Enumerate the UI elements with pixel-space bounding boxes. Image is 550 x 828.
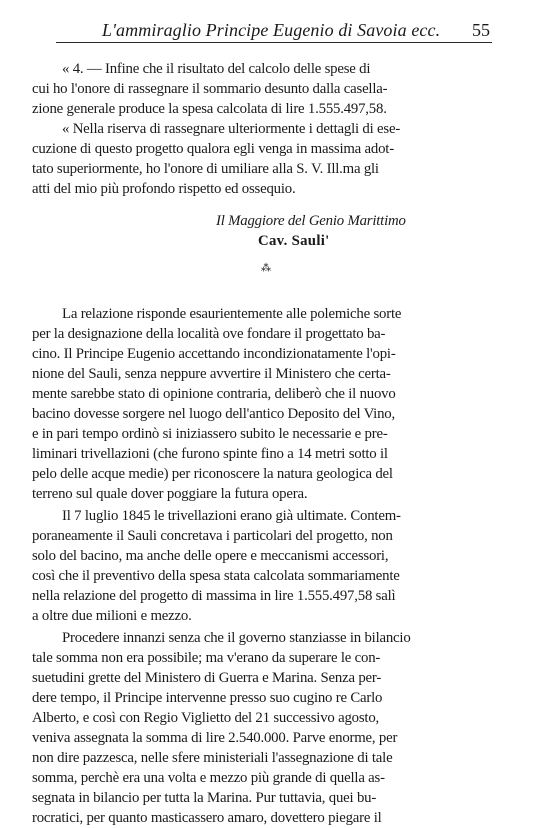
text-line: « Nella riserva di rassegnare ulteriormente i dettagli di ese- (62, 121, 401, 137)
text-line: rocratici, per quanto masticassero amaro, dovettero piegare il (32, 810, 382, 826)
text-line: dere tempo, il Principe intervenne presso suo cugino re Carlo (32, 690, 383, 706)
text-line: cuzione di questo progetto qualora egli venga in massima adot- (32, 141, 394, 157)
text-line: nione del Sauli, senza neppure avvertire il Ministero che certa- (32, 366, 391, 382)
text-line: zione generale produce la spesa calcolata di lire 1.555.497,58. (32, 101, 387, 117)
text-line: cino. Il Principe Eugenio accettando incondizionatamente l'opi- (32, 346, 396, 362)
signature-title: Il Maggiore del Genio Marittimo (216, 213, 406, 229)
section-separator: ⁂ (261, 263, 271, 274)
text-line: poraneamente il Sauli concretava i particolari del progetto, non (32, 528, 393, 544)
text-line: liminari trivellazioni (che furono spinte fino a 14 metri sotto il (32, 446, 388, 462)
text-line: a oltre due milioni e mezzo. (32, 608, 192, 624)
text-line: suetudini grette del Ministero di Guerra e Marina. Senza per- (32, 670, 382, 686)
text-line: atti del mio più profondo rispetto ed ossequio. (32, 181, 296, 197)
text-line: per la designazione della località ove fondare il progettato ba- (32, 326, 386, 342)
text-line: La relazione risponde esaurientemente alle polemiche sorte (62, 306, 402, 322)
text-line: Procedere innanzi senza che il governo stanziasse in bilancio (62, 630, 411, 646)
text-line: segnata in bilancio per tutta la Marina. Pur tuttavia, quei bu- (32, 790, 377, 806)
text-line: somma, perchè era una volta e mezzo più grande di quella as- (32, 770, 385, 786)
text-line: Il 7 luglio 1845 le trivellazioni erano già ultimate. Contem- (62, 508, 401, 524)
text-line: tale somma non era possibile; ma v'erano da superare le con- (32, 650, 381, 666)
text-line: tato superiormente, ho l'onore di umiliare alla S. V. Ill.ma gli (32, 161, 379, 177)
page-number: 55 (472, 20, 490, 40)
text-line: pelo delle acque medie) per riconoscere la natura geologica del (32, 466, 393, 482)
text-line: mente sarebbe stato di opinione contraria, deliberò che il nuovo (32, 386, 396, 402)
text-line: « 4. — Infine che il risultato del calcolo delle spese di (62, 61, 371, 77)
page-header (56, 20, 492, 43)
text-line: solo del bacino, ma anche delle opere e meccanismi accessori, (32, 548, 389, 564)
text-line: e in pari tempo ordinò si iniziassero subito le necessarie e pre- (32, 426, 388, 442)
running-title: L'ammiraglio Principe Eugenio di Savoia ecc. (102, 20, 441, 40)
text-line: terreno sul quale dover poggiare la futura opera. (32, 486, 308, 502)
text-line: nella relazione del progetto di massima in lire 1.555.497,58 salì (32, 588, 396, 604)
text-line: così che il preventivo della spesa stata calcolata sommariamente (32, 568, 400, 584)
text-line: bacino dovesse sorgere nel luogo dell'antico Deposito del Vino, (32, 406, 395, 422)
text-line: non dire pazzesca, nelle sfere ministeriali l'assegnazione di tale (32, 750, 393, 766)
signature-name: Cav. Sauli' (258, 233, 330, 249)
text-line: Alberto, e così con Regio Viglietto del 21 successivo agosto, (32, 710, 380, 726)
text-line: cui ho l'onore di rassegnare il sommario desunto dalla casella- (32, 81, 388, 97)
text-line: veniva assegnata la somma di lire 2.540.000. Parve enorme, per (32, 730, 398, 746)
